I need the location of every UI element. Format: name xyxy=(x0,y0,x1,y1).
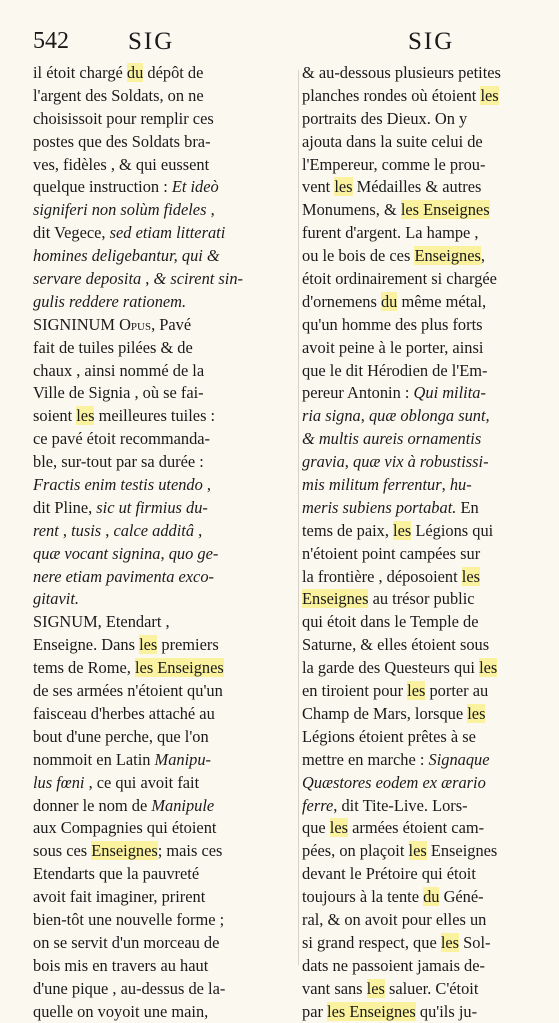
text-segment: ble, sur-tout par sa durée : xyxy=(33,452,204,472)
text-segment: aux Compagnies qui étoient xyxy=(33,818,217,838)
text-segment: choisissoit pour remplir ces xyxy=(33,108,214,128)
text-line xyxy=(33,131,295,154)
text-segment: Médailles & autres xyxy=(352,177,482,197)
text-segment: dit Pline, xyxy=(33,497,97,517)
text-segment: par xyxy=(302,1001,328,1021)
left-running-head: SIG xyxy=(128,28,175,55)
text-line xyxy=(33,405,295,428)
text-segment: il étoit chargé xyxy=(33,63,127,82)
text-segment: servare deposita xyxy=(33,269,142,289)
text-line xyxy=(302,703,546,726)
text-line xyxy=(33,428,295,451)
text-line xyxy=(33,680,295,703)
text-segment: d'ornemens xyxy=(302,291,381,311)
text-segment: Enseigne. Dans xyxy=(33,635,140,655)
text-segment: mettre en marche : xyxy=(302,749,429,769)
text-segment: Monumens, & xyxy=(302,200,401,220)
text-segment: armées étoient cam- xyxy=(347,818,485,838)
text-line xyxy=(33,886,295,909)
text-segment: n'étoient point campées sur xyxy=(302,543,481,563)
text-segment: , xyxy=(480,246,486,266)
text-line xyxy=(33,62,295,85)
text-segment: pereur Antonin : xyxy=(302,383,414,403)
text-segment: , xyxy=(58,520,72,540)
text-segment: ferre xyxy=(302,795,334,815)
text-segment: tems de paix, xyxy=(302,520,394,540)
text-segment: quæ vocant signina xyxy=(33,543,161,563)
highlighted-term: les Enseignes xyxy=(134,658,224,678)
page-header xyxy=(0,20,559,60)
text-line xyxy=(302,886,546,909)
text-segment: Légions qui xyxy=(411,520,494,540)
text-line xyxy=(302,222,546,245)
text-line xyxy=(33,199,295,222)
text-segment: quæ vix à robustissi- xyxy=(353,452,489,472)
text-segment: Sol- xyxy=(459,932,491,952)
text-segment: hu- xyxy=(449,475,472,495)
text-line xyxy=(302,543,546,566)
text-segment: fait de tuiles pilées & de xyxy=(33,337,193,357)
text-segment: gitavit. xyxy=(33,589,79,609)
text-segment: pées, on plaçoit xyxy=(302,841,409,861)
text-segment: donner le nom de xyxy=(33,795,152,815)
text-segment: qu'un homme des plus forts xyxy=(302,314,483,334)
text-line xyxy=(33,337,295,360)
text-segment: , xyxy=(360,406,369,426)
text-segment: ria signa xyxy=(302,406,361,426)
text-line xyxy=(33,726,295,749)
text-line xyxy=(302,62,546,85)
text-segment: premiers xyxy=(157,635,219,655)
text-segment: Fractis enim testis utendo xyxy=(33,475,203,495)
text-segment: & scirent sin- xyxy=(153,269,244,289)
text-line xyxy=(302,382,546,405)
highlighted-term: du xyxy=(380,291,398,311)
text-line xyxy=(33,634,295,657)
text-segment: calce additâ xyxy=(113,520,195,540)
text-line xyxy=(33,108,295,131)
text-segment: sic ut firmius du- xyxy=(96,497,208,517)
text-line xyxy=(33,611,295,634)
text-line xyxy=(33,85,295,108)
text-line xyxy=(302,634,546,657)
text-segment: tems de Rome, xyxy=(33,658,135,678)
column-divider xyxy=(298,70,299,965)
text-line xyxy=(302,726,546,749)
text-segment: que xyxy=(302,818,330,838)
text-line xyxy=(33,222,295,245)
text-segment: sous ces xyxy=(33,841,92,861)
text-segment: homines deligebantur, qui & xyxy=(33,246,220,266)
text-line xyxy=(33,520,295,543)
highlighted-term: les xyxy=(139,635,158,655)
text-segment: on se servit d'un morceau de xyxy=(33,932,220,952)
text-segment: Géné- xyxy=(439,887,484,907)
highlighted-term: du xyxy=(423,887,440,907)
text-segment: l'Empereur, comme le prou- xyxy=(302,154,486,174)
text-segment: quelle on voyoit une main, xyxy=(33,1001,209,1021)
text-line xyxy=(33,863,295,886)
text-line xyxy=(302,405,546,428)
highlighted-term: les xyxy=(467,703,486,723)
text-segment: , xyxy=(160,543,169,563)
text-segment: dit Vegece, xyxy=(33,223,110,243)
text-line xyxy=(33,978,295,1001)
text-segment: Manipule xyxy=(151,795,215,815)
text-line xyxy=(33,932,295,955)
text-segment: Champ de Mars, lorsque xyxy=(302,703,468,723)
text-segment: toujours à la tente xyxy=(302,887,424,907)
highlighted-term: les xyxy=(334,177,353,197)
text-line xyxy=(302,840,546,863)
text-segment: ce pavé étoit recommanda- xyxy=(33,429,211,449)
text-line xyxy=(33,382,295,405)
text-segment: Saturne, & elles étoient sous xyxy=(302,635,490,655)
text-segment: qui étoit dans le Temple de xyxy=(302,612,479,632)
right-running-head: SIG xyxy=(408,28,455,55)
text-segment: si grand respect, que xyxy=(302,932,441,952)
text-segment: Ville de Signia , où se fai- xyxy=(33,383,204,403)
text-segment: ou le bois de ces xyxy=(302,246,415,266)
highlighted-term: les Enseignes xyxy=(400,200,490,220)
text-segment: soient xyxy=(33,406,77,426)
text-line xyxy=(33,795,295,818)
text-line xyxy=(302,863,546,886)
text-segment: portraits des Dieux. On y xyxy=(302,108,468,128)
text-line xyxy=(302,245,546,268)
text-line xyxy=(33,1001,295,1023)
text-line xyxy=(302,566,546,589)
text-segment: d'une pique , au-dessus de la- xyxy=(33,978,226,998)
text-segment: , xyxy=(202,475,212,495)
text-line xyxy=(33,909,295,932)
text-line xyxy=(33,360,295,383)
text-line xyxy=(33,566,295,589)
text-segment: la frontière , déposoient xyxy=(302,566,462,586)
text-line xyxy=(302,909,546,932)
text-segment: la garde des Questeurs qui xyxy=(302,658,480,678)
text-segment: , xyxy=(344,452,353,472)
text-segment: dépôt de xyxy=(143,63,204,82)
text-segment: bout d'une perche, que l'on xyxy=(33,726,209,746)
text-line xyxy=(302,176,546,199)
text-segment: même métal, xyxy=(397,291,487,311)
text-segment: , ce qui avoit fait xyxy=(84,772,200,792)
text-line xyxy=(33,245,295,268)
text-segment: avoit peine à le porter, ainsi xyxy=(302,337,484,357)
text-segment: Légions étoient prêtes à se xyxy=(302,726,476,746)
highlighted-term: les xyxy=(408,841,427,861)
text-line xyxy=(302,1001,546,1023)
text-segment: , xyxy=(141,269,154,289)
text-segment: faisceau d'herbes attaché au xyxy=(33,703,215,723)
text-line xyxy=(302,131,546,154)
text-line xyxy=(33,451,295,474)
text-segment: mis militum ferrentur xyxy=(302,475,442,495)
text-line xyxy=(33,154,295,177)
highlighted-term: Enseignes xyxy=(302,589,369,609)
highlighted-term: les xyxy=(407,681,426,701)
highlighted-term: les xyxy=(366,978,385,998)
highlighted-term: les xyxy=(440,932,460,952)
text-segment: , xyxy=(206,200,215,220)
text-segment: Qui milita- xyxy=(413,383,486,403)
text-line xyxy=(33,474,295,497)
text-line xyxy=(302,932,546,955)
text-segment: rent xyxy=(33,520,59,540)
text-segment: signiferi non solùm fideles xyxy=(33,200,207,220)
text-segment: de ses armées n'étoient qu'un xyxy=(33,681,223,701)
highlighted-term: Enseignes xyxy=(91,841,158,861)
highlighted-term: les xyxy=(480,85,499,105)
text-line xyxy=(302,268,546,291)
text-line xyxy=(33,772,295,795)
text-segment: , Pavé xyxy=(151,314,192,334)
text-segment: quo ge- xyxy=(168,543,219,563)
text-line xyxy=(302,451,546,474)
text-line xyxy=(302,154,546,177)
text-line xyxy=(33,543,295,566)
text-segment: gravia xyxy=(302,452,345,472)
text-segment: , xyxy=(441,475,450,495)
text-line xyxy=(33,657,295,680)
text-line xyxy=(302,978,546,1001)
highlighted-term: les Enseignes xyxy=(327,1001,416,1021)
text-segment: vent xyxy=(302,177,335,197)
text-line xyxy=(33,749,295,772)
text-segment: vant sans xyxy=(302,978,367,998)
highlighted-term: du xyxy=(126,63,144,82)
text-line xyxy=(302,772,546,795)
text-line xyxy=(302,657,546,680)
text-segment: chaux , ainsi nommé de la xyxy=(33,360,205,380)
text-line xyxy=(302,520,546,543)
text-segment: , xyxy=(194,520,203,540)
text-segment: & au-dessous plusieurs petites xyxy=(302,63,501,82)
text-segment: meilleures tuiles : xyxy=(94,406,216,426)
text-line xyxy=(302,955,546,978)
text-line xyxy=(302,588,546,611)
right-column xyxy=(302,62,546,1023)
text-segment: porter au xyxy=(425,681,489,701)
text-segment: sed etiam litterati xyxy=(109,223,226,243)
text-segment: que le dit Hérodien de l'Em- xyxy=(302,360,488,380)
highlighted-term: Enseignes xyxy=(414,246,481,266)
text-segment: étoit ordinairement si chargée xyxy=(302,269,497,289)
text-line xyxy=(302,291,546,314)
text-segment: quelque instruction : xyxy=(33,177,172,197)
text-line xyxy=(33,840,295,863)
text-segment: lus fœni xyxy=(33,772,85,792)
text-segment: devant le Prétoire qui étoit xyxy=(302,864,476,884)
text-segment: au trésor public xyxy=(368,589,475,609)
text-line xyxy=(302,611,546,634)
text-segment: quæ oblonga sunt, xyxy=(368,406,490,426)
text-segment: SIGNUM, Etendart , xyxy=(33,612,170,632)
text-line xyxy=(302,108,546,131)
text-line xyxy=(302,360,546,383)
text-line xyxy=(33,268,295,291)
text-line xyxy=(33,955,295,978)
text-segment: en tiroient pour xyxy=(302,681,408,701)
text-segment: Quæstores eodem ex ærario xyxy=(302,772,486,792)
text-line xyxy=(302,680,546,703)
highlighted-term: les xyxy=(479,658,498,678)
text-segment: , dit Tite-Live. Lors- xyxy=(333,795,468,815)
text-segment: SIGNINUM xyxy=(33,314,120,334)
text-segment: & multis aureis ornamentis xyxy=(302,429,482,449)
text-segment: , xyxy=(101,520,114,540)
text-line xyxy=(33,588,295,611)
text-line xyxy=(302,428,546,451)
left-column xyxy=(33,62,295,1023)
highlighted-term: les xyxy=(393,520,412,540)
text-segment: saluer. C'étoit xyxy=(384,978,479,998)
text-line xyxy=(33,176,295,199)
text-segment: ; mais ces xyxy=(157,841,223,861)
text-segment: Manipu- xyxy=(154,749,211,769)
text-line xyxy=(33,314,295,337)
text-line xyxy=(302,474,546,497)
highlighted-term: les xyxy=(329,818,348,838)
text-segment: bien-tôt une nouvelle forme ; xyxy=(33,909,225,929)
text-segment: Et ideò xyxy=(171,177,219,197)
text-segment: qu'ils ju- xyxy=(415,1001,478,1021)
highlighted-term: les xyxy=(461,566,480,586)
text-segment: Etendarts que la pauvreté xyxy=(33,864,200,884)
text-line xyxy=(33,817,295,840)
text-segment: meris subiens portabat. xyxy=(302,497,457,517)
text-line xyxy=(302,85,546,108)
text-line xyxy=(302,795,546,818)
text-line xyxy=(302,817,546,840)
text-segment: En xyxy=(456,497,479,517)
text-segment: ves, fidèles , & qui eussent xyxy=(33,154,210,174)
text-segment: ral, & on avoit pour elles un xyxy=(302,909,487,929)
text-segment: postes que des Soldats bra- xyxy=(33,131,211,151)
text-line xyxy=(33,703,295,726)
text-segment: dats ne passoient jamais de- xyxy=(302,955,485,975)
text-segment: Enseignes xyxy=(426,841,498,861)
text-line xyxy=(302,337,546,360)
text-segment: planches rondes où étoient xyxy=(302,85,481,105)
page-number: 542 xyxy=(33,28,69,54)
text-line xyxy=(302,199,546,222)
text-segment: tusis xyxy=(71,520,102,540)
text-segment: Opus xyxy=(119,314,152,334)
text-segment: ajouta dans la suite celui de xyxy=(302,131,483,151)
text-segment: furent d'argent. La hampe , xyxy=(302,223,479,243)
text-segment: Signaque xyxy=(428,749,490,769)
text-line xyxy=(302,497,546,520)
text-segment: bois mis en travers au haut xyxy=(33,955,209,975)
text-line xyxy=(33,497,295,520)
text-line xyxy=(302,749,546,772)
text-segment: l'argent des Soldats, on ne xyxy=(33,85,204,105)
text-segment: gulis reddere rationem. xyxy=(33,291,187,311)
text-segment: nere etiam pavimenta exco- xyxy=(33,566,214,586)
text-segment: avoit fait imaginer, prirent xyxy=(33,887,206,907)
text-segment: nommoit en Latin xyxy=(33,749,155,769)
text-line xyxy=(33,291,295,314)
highlighted-term: les xyxy=(76,406,95,426)
text-line xyxy=(302,314,546,337)
